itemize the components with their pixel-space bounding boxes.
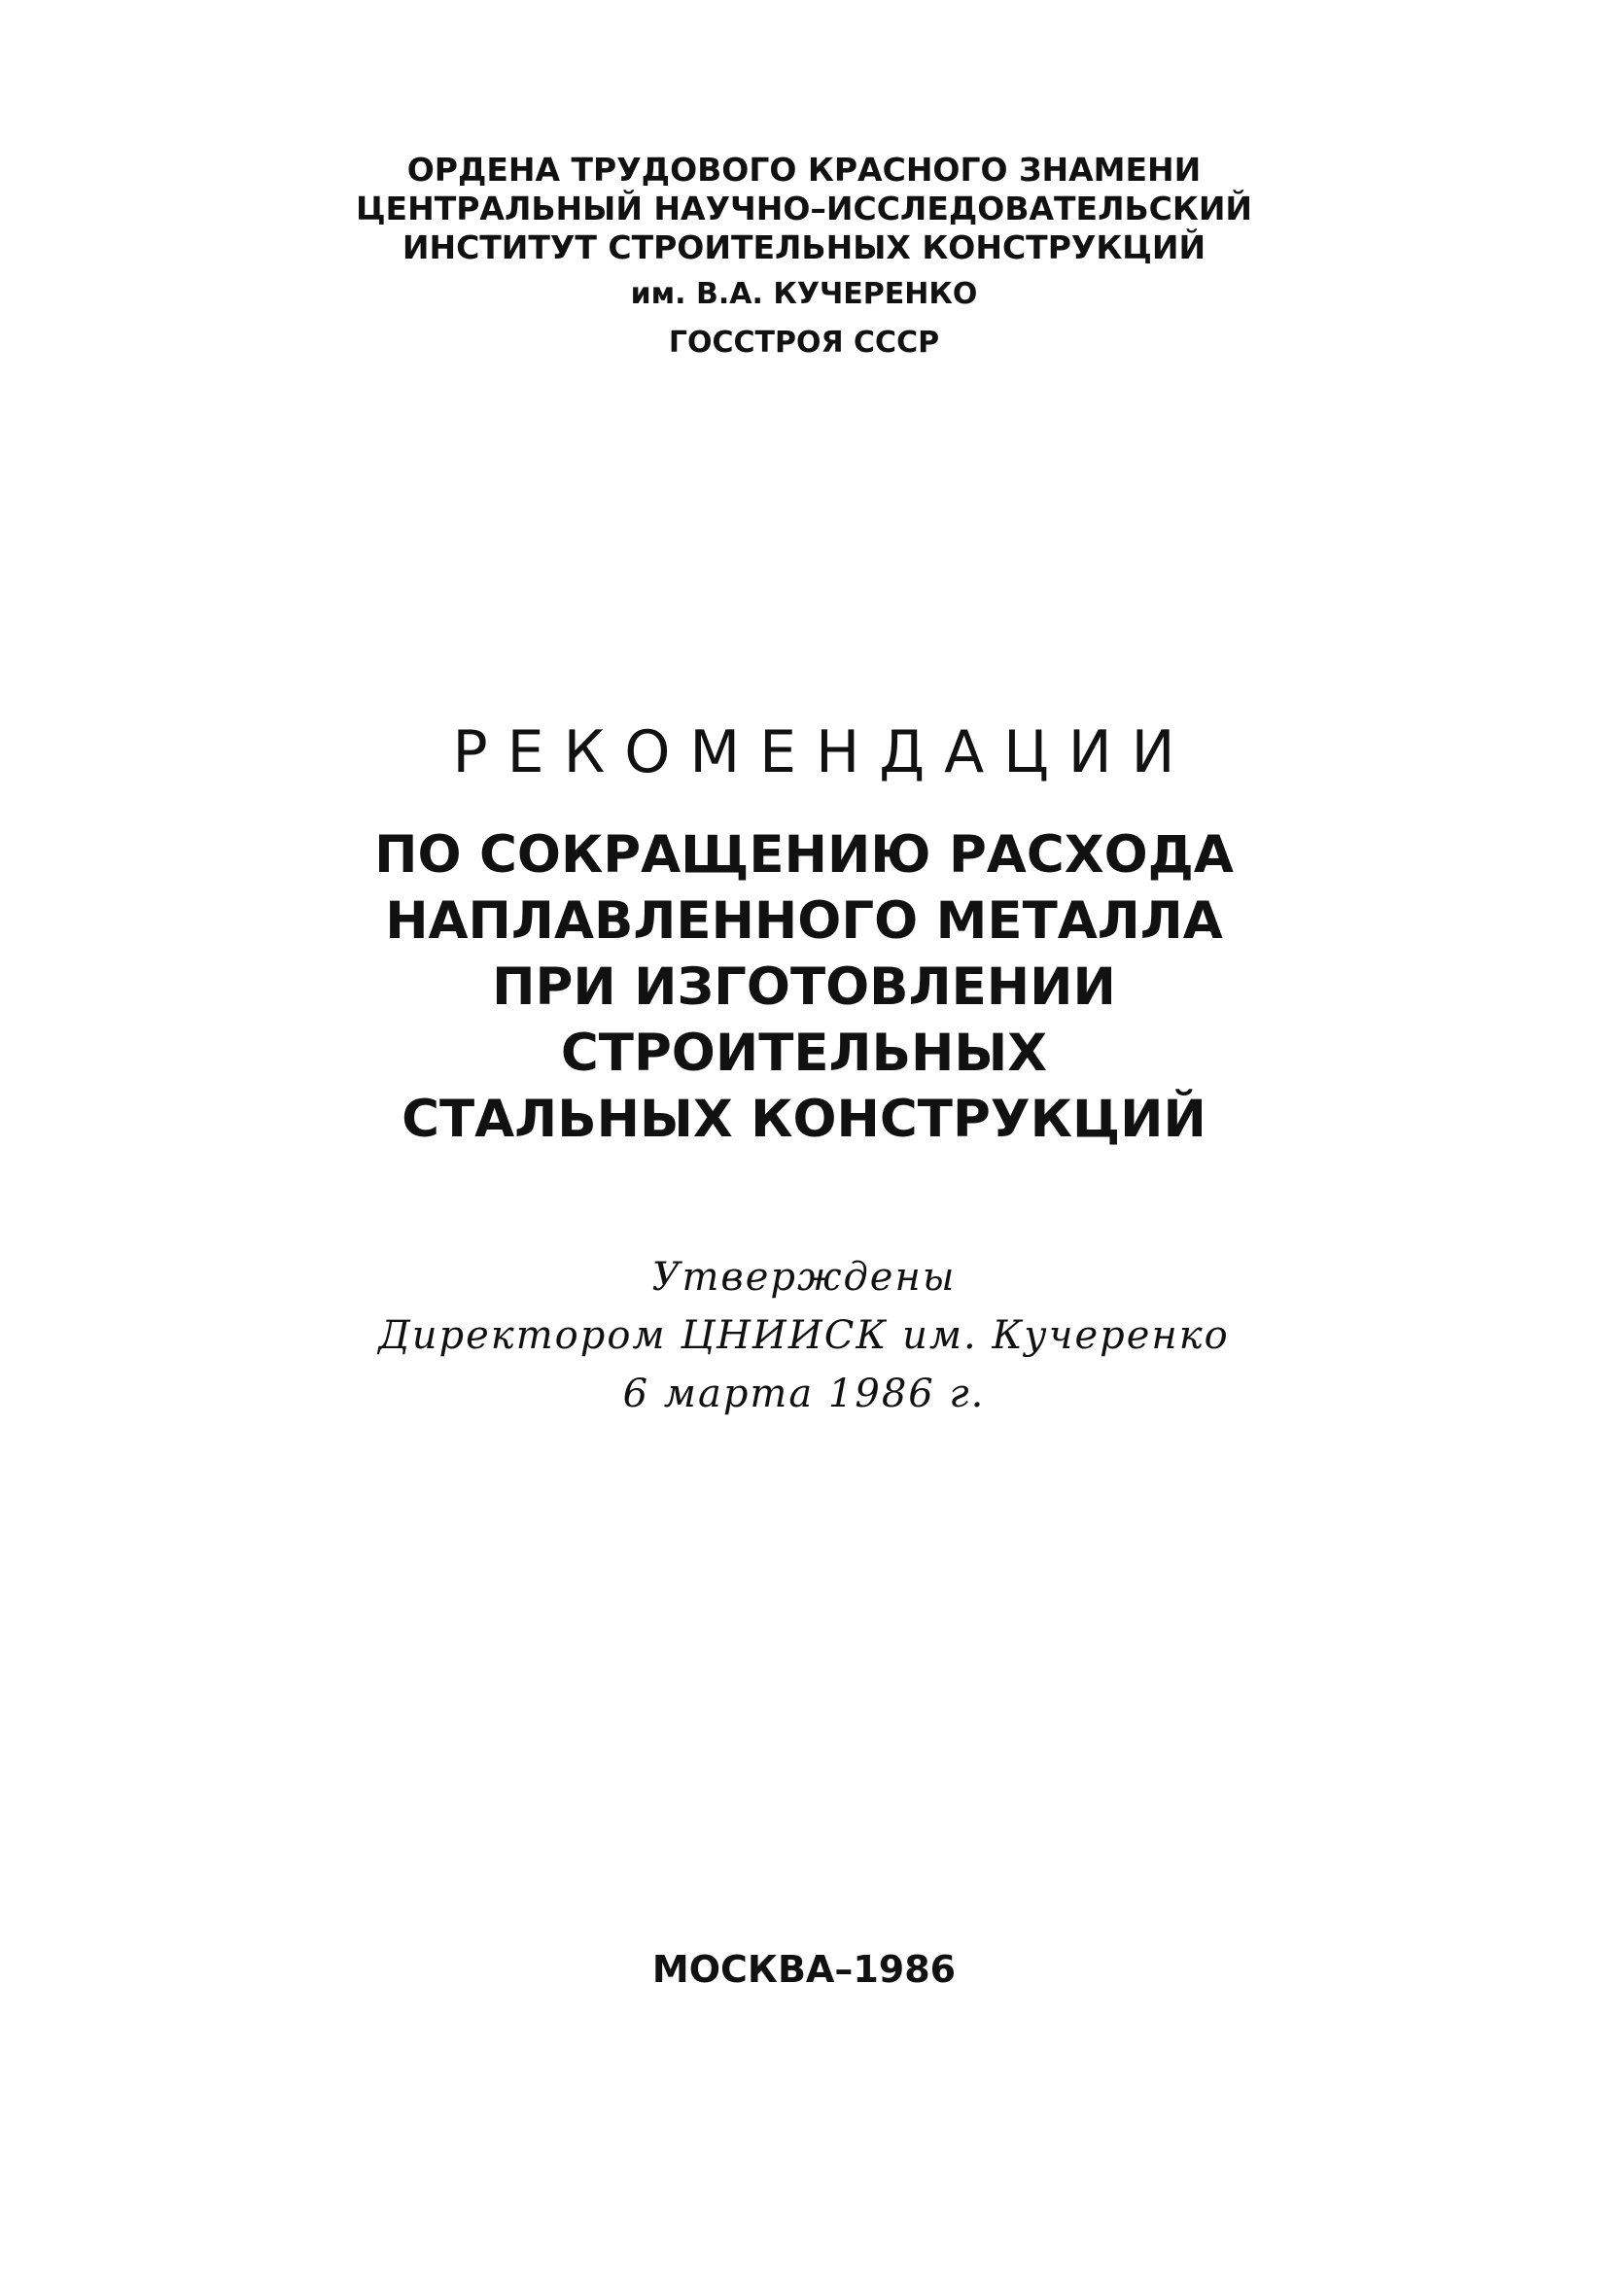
document-type: РЕКОМЕНДАЦИИ [452, 718, 1195, 786]
approval-line-1: Утверждены [651, 1255, 957, 1300]
imprint-place-year: МОСКВА–1986 [651, 1948, 957, 1991]
title-line-4: СТРОИТЕЛЬНЫХ [560, 1024, 1048, 1083]
organization-line-3: ИНСТИТУТ СТРОИТЕЛЬНЫХ КОНСТРУКЦИЙ [402, 228, 1206, 266]
organization-line-5: ГОССТРОЯ СССР [668, 326, 940, 360]
title-line-5: СТАЛЬНЫХ КОНСТРУКЦИЙ [402, 1090, 1206, 1149]
title-line-3: ПРИ ИЗГОТОВЛЕНИИ [492, 957, 1116, 1017]
organization-line-2: ЦЕНТРАЛЬНЫЙ НАУЧНО–ИССЛЕДОВАТЕЛЬСКИЙ [355, 190, 1253, 227]
approval-line-3: 6 марта 1986 г. [622, 1372, 986, 1416]
title-line-1: ПО СОКРАЩЕНИЮ РАСХОДА [374, 825, 1234, 885]
organization-line-1: ОРДЕНА ТРУДОВОГО КРАСНОГО ЗНАМЕНИ [406, 151, 1202, 189]
title-line-2: НАПЛАВЛЕННОГО МЕТАЛЛА [385, 891, 1223, 951]
approval-line-2: Директором ЦНИИСК им. Кучеренко [378, 1313, 1230, 1358]
organization-line-4: им. В.А. КУЧЕРЕНКО [630, 277, 978, 311]
